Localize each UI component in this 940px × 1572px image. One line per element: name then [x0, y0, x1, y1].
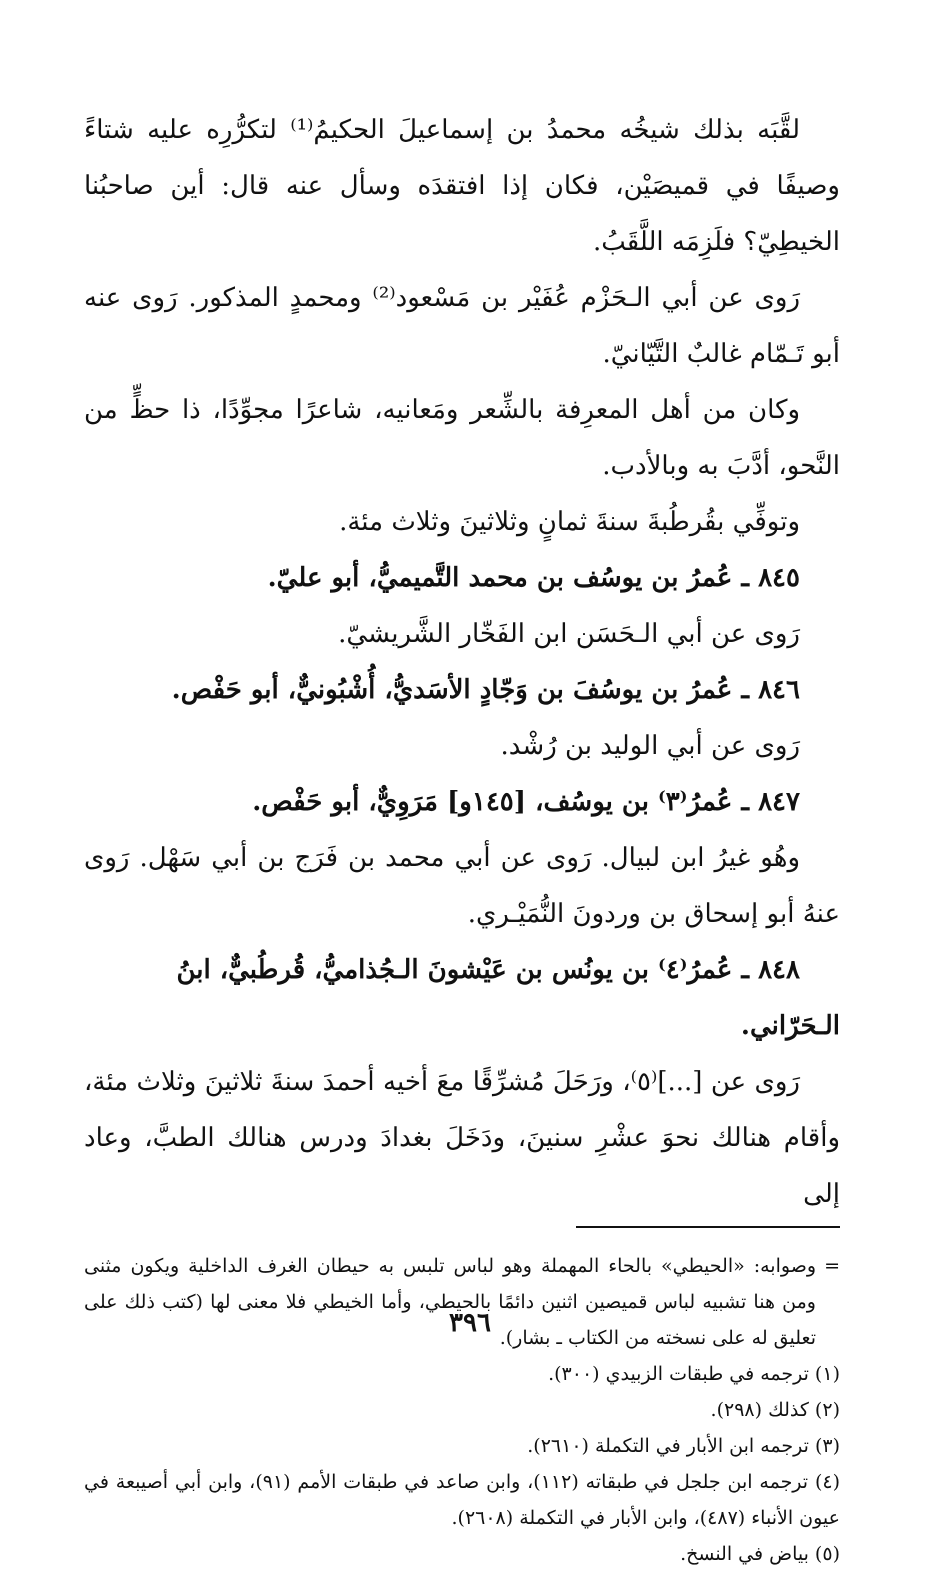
- footnotes: [84, 1248, 840, 1572]
- entry-heading-845: ٨٤٥ ـ عُمرُ بن يوسُف بن محمد التَّميميُّ، أبو عليّ.: [267, 563, 800, 593]
- paragraph: وتوفِّي بقُرطُبةَ سنةَ ثمانٍ وثلاثينَ وثلاث مئة.: [339, 507, 800, 537]
- entry-heading-848: ٨٤٨ ـ عُمرُ⁽٤⁾ بن يونُس بن عَيْشونَ الـجُذاميُّ، قُرطُبيٌّ، ابنُ الـحَرّاني.: [176, 955, 840, 1041]
- paragraph: رَوى عن [...]⁽٥⁾، ورَحَلَ مُشرِّقًا معَ أخيه أحمدَ سنةَ ثلاثينَ وثلاث مئة، وأقام هنالك نحوَ عشْرِ سنينَ، ودَخَلَ بغدادَ ودرس هنالك الطبَّ، وعاد إلى: [84, 1067, 840, 1209]
- paragraph: رَوى عن أبي الوليد بن رُشْد.: [500, 731, 800, 761]
- continuation-mark: =: [824, 1255, 840, 1277]
- entry-heading-847: ٨٤٧ ـ عُمرُ⁽٣⁾ بن يوسُف، [١٤٥و] مَرَوِيٌّ، أبو حَفْص.: [252, 787, 800, 817]
- entry-heading-846: ٨٤٦ ـ عُمرُ بن يوسُفَ بن وَجّادٍ الأسَديُّ، أُشْبُونيٌّ، أبو حَفْص.: [171, 675, 800, 705]
- paragraph: وكان من أهل المعرِفة بالشِّعر ومَعانيه، شاعرًا مجوِّدًا، ذا حظٍّ من النَّحو، أدَّبَ به وبالأدب.: [84, 395, 840, 481]
- paragraph: لقَّبَه بذلك شيخُه محمدُ بن إسماعيلَ الحكيمُ⁽¹⁾ لتكرُّرِه عليه شتاءً وصيفًا في قميصَيْن، فكان إذا افتقدَه وسأل عنه قال: أين صاحبُنا الخيطِيّ؟ فلَزِمَه اللَّقَبُ.: [84, 115, 840, 257]
- footnote-4: (٤) ترجمه ابن جلجل في طبقاته (١١٢)، وابن صاعد في طبقات الأمم (٩١)، وابن أبي أصيبعة في عيون الأنباء (٤٨٧)، وابن الأبار في التكملة (٢٦٠٨).: [84, 1471, 840, 1529]
- footnote-5: (٥) بياض في النسخ.: [680, 1543, 840, 1565]
- paragraph: وهُو غيرُ ابن لبيال. رَوى عن أبي محمد بن فَرَج بن أبي سَهْل. رَوى عنهُ أبو إسحاق بن وردونَ النُّمَيْـري.: [84, 843, 840, 929]
- footnote-text: وصوابه: «الحيطي» بالحاء المهملة وهو لباس تلبس به حيطان الغرف الداخلية ويكون مثنى ومن هنا تشبيه لباس قميصين اثنين دائمًا بالحيطي، وأما الخيطي فلا معنى لها (كتب ذلك على تعليق له على نسخته من الكتاب ـ بشار).: [84, 1255, 816, 1349]
- footnote-1: (١) ترجمه في طبقات الزبيدي (٣٠٠).: [548, 1363, 840, 1385]
- footnote-2: (٢) كذلك (٢٩٨).: [710, 1399, 840, 1421]
- page-number: ٣٩٦: [449, 1308, 491, 1338]
- paragraph: رَوى عن أبي الـحَزْم عُفَيْر بن مَسْعود⁽²⁾ ومحمدٍ المذكور. رَوى عنه أبو تَـمّام غالبٌ التَّيّانيّ.: [84, 283, 840, 369]
- paragraph: رَوى عن أبي الـحَسَن ابن الفَخّار الشَّريشيّ.: [338, 619, 800, 649]
- separator-line: [576, 1226, 840, 1228]
- footnote-continuation: [84, 1248, 840, 1356]
- footnote-3: (٣) ترجمه ابن الأبار في التكملة (٢٦١٠).: [527, 1435, 840, 1457]
- main-text: [84, 102, 840, 1222]
- footnote-separator: [84, 1222, 840, 1248]
